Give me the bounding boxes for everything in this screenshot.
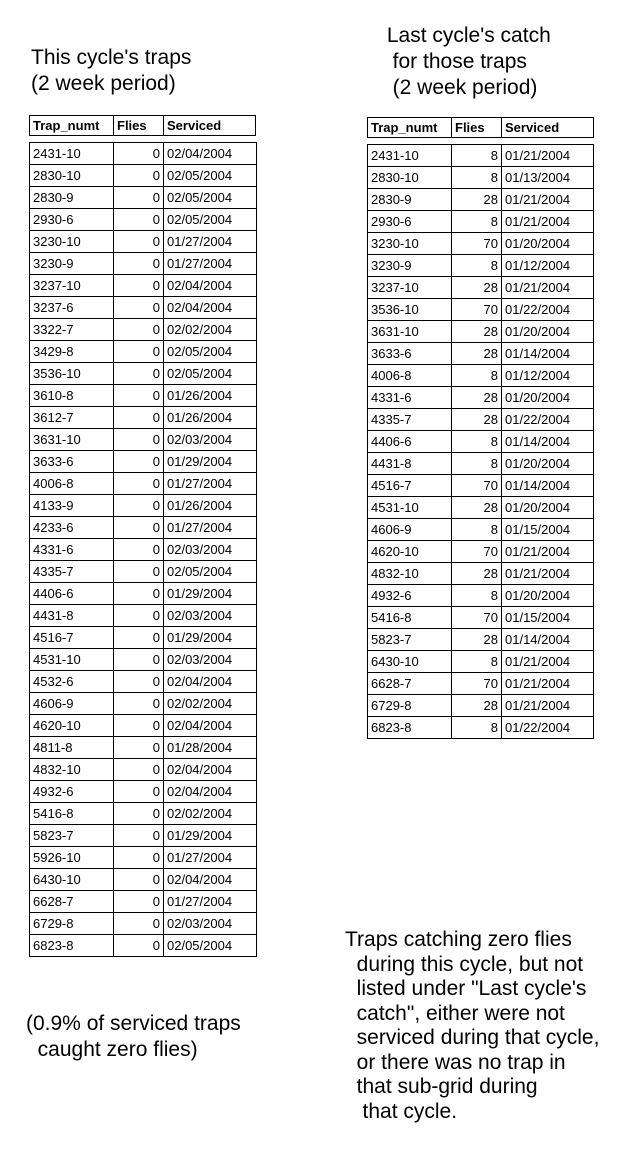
serviced-date-cell: 01/27/2004 bbox=[164, 253, 257, 275]
serviced-date-cell: 02/05/2004 bbox=[164, 209, 257, 231]
table-row bbox=[30, 275, 257, 297]
flies-cell: 0 bbox=[114, 825, 164, 847]
serviced-date-cell: 02/05/2004 bbox=[164, 187, 257, 209]
trap-number-cell: 4431-8 bbox=[368, 453, 452, 475]
serviced-date-cell: 02/03/2004 bbox=[164, 429, 257, 451]
trap-number-cell: 4832-10 bbox=[30, 759, 114, 781]
serviced-date-cell: 01/12/2004 bbox=[502, 255, 594, 277]
flies-cell: 8 bbox=[452, 211, 502, 233]
trap-number-cell: 6430-10 bbox=[368, 651, 452, 673]
serviced-date-cell: 01/21/2004 bbox=[502, 277, 594, 299]
table-row bbox=[368, 585, 594, 607]
flies-cell: 0 bbox=[114, 627, 164, 649]
table-row bbox=[30, 231, 257, 253]
flies-cell: 0 bbox=[114, 495, 164, 517]
trap-number-cell: 2431-10 bbox=[368, 145, 452, 167]
trap-number-cell: 4233-6 bbox=[30, 517, 114, 539]
table-row bbox=[30, 803, 257, 825]
serviced-date-cell: 02/03/2004 bbox=[164, 539, 257, 561]
trap-number-cell: 5416-8 bbox=[368, 607, 452, 629]
trap-number-cell: 4331-6 bbox=[368, 387, 452, 409]
serviced-date-cell: 02/04/2004 bbox=[164, 275, 257, 297]
flies-cell: 28 bbox=[452, 409, 502, 431]
flies-cell: 0 bbox=[114, 341, 164, 363]
trap-number-cell: 4133-9 bbox=[30, 495, 114, 517]
trap-number-cell: 4606-9 bbox=[30, 693, 114, 715]
serviced-date-cell: 01/14/2004 bbox=[502, 343, 594, 365]
trap-number-cell: 4516-7 bbox=[368, 475, 452, 497]
this-cycle-header bbox=[29, 115, 256, 136]
serviced-header: Serviced bbox=[502, 118, 594, 138]
table-row bbox=[30, 913, 257, 935]
table-row bbox=[368, 189, 594, 211]
trap-number-header: Trap_numt bbox=[30, 116, 114, 136]
serviced-date-cell: 02/04/2004 bbox=[164, 143, 257, 165]
trap-number-cell: 6823-8 bbox=[30, 935, 114, 957]
table-row bbox=[30, 693, 257, 715]
serviced-date-cell: 01/22/2004 bbox=[502, 409, 594, 431]
flies-cell: 0 bbox=[114, 319, 164, 341]
table-row bbox=[368, 673, 594, 695]
trap-number-cell: 2431-10 bbox=[30, 143, 114, 165]
table-row bbox=[368, 651, 594, 673]
table-row bbox=[30, 561, 257, 583]
trap-number-cell: 6729-8 bbox=[30, 913, 114, 935]
flies-cell: 0 bbox=[114, 715, 164, 737]
serviced-date-cell: 02/04/2004 bbox=[164, 759, 257, 781]
table-row bbox=[368, 255, 594, 277]
serviced-date-cell: 01/27/2004 bbox=[164, 891, 257, 913]
serviced-date-cell: 01/21/2004 bbox=[502, 673, 594, 695]
table-row bbox=[368, 563, 594, 585]
serviced-date-cell: 01/14/2004 bbox=[502, 629, 594, 651]
flies-cell: 8 bbox=[452, 585, 502, 607]
table-row bbox=[30, 891, 257, 913]
trap-number-cell: 6430-10 bbox=[30, 869, 114, 891]
flies-header: Flies bbox=[114, 116, 164, 136]
flies-cell: 0 bbox=[114, 649, 164, 671]
flies-cell: 0 bbox=[114, 231, 164, 253]
trap-number-cell: 6823-8 bbox=[368, 717, 452, 739]
flies-cell: 0 bbox=[114, 891, 164, 913]
flies-cell: 8 bbox=[452, 145, 502, 167]
serviced-date-cell: 01/21/2004 bbox=[502, 563, 594, 585]
trap-number-cell: 3631-10 bbox=[30, 429, 114, 451]
serviced-date-cell: 02/05/2004 bbox=[164, 561, 257, 583]
table-row bbox=[368, 233, 594, 255]
flies-cell: 70 bbox=[452, 299, 502, 321]
flies-cell: 0 bbox=[114, 363, 164, 385]
table-row bbox=[368, 695, 594, 717]
trap-number-cell: 4932-6 bbox=[30, 781, 114, 803]
table-row bbox=[368, 607, 594, 629]
serviced-date-cell: 01/14/2004 bbox=[502, 475, 594, 497]
trap-number-cell: 3322-7 bbox=[30, 319, 114, 341]
flies-cell: 0 bbox=[114, 451, 164, 473]
serviced-date-cell: 01/21/2004 bbox=[502, 145, 594, 167]
flies-cell: 0 bbox=[114, 803, 164, 825]
trap-number-cell: 6628-7 bbox=[30, 891, 114, 913]
serviced-date-cell: 02/03/2004 bbox=[164, 913, 257, 935]
trap-number-cell: 2830-9 bbox=[30, 187, 114, 209]
trap-number-cell: 2930-6 bbox=[30, 209, 114, 231]
trap-number-cell: 4406-6 bbox=[30, 583, 114, 605]
serviced-date-cell: 02/05/2004 bbox=[164, 935, 257, 957]
flies-cell: 28 bbox=[452, 387, 502, 409]
trap-number-cell: 2930-6 bbox=[368, 211, 452, 233]
table-row bbox=[30, 209, 257, 231]
trap-number-cell: 3230-10 bbox=[30, 231, 114, 253]
table-row bbox=[368, 321, 594, 343]
flies-cell: 0 bbox=[114, 693, 164, 715]
serviced-date-cell: 01/27/2004 bbox=[164, 847, 257, 869]
flies-cell: 28 bbox=[452, 189, 502, 211]
trap-number-cell: 2830-10 bbox=[30, 165, 114, 187]
traps-explanation-note: Traps catching zero flies during this cycle, but not listed under "Last cycle's catch", either were not serviced during that cycle, or there was no trap in that sub-grid during that cycle. bbox=[345, 928, 600, 1123]
trap-number-cell: 4606-9 bbox=[368, 519, 452, 541]
flies-cell: 8 bbox=[452, 365, 502, 387]
flies-cell: 0 bbox=[114, 737, 164, 759]
table-row bbox=[30, 363, 257, 385]
trap-number-cell: 4932-6 bbox=[368, 585, 452, 607]
this-cycle-table bbox=[29, 142, 257, 957]
flies-cell: 0 bbox=[114, 869, 164, 891]
last-cycle-header bbox=[367, 117, 594, 138]
flies-cell: 8 bbox=[452, 453, 502, 475]
serviced-date-cell: 01/28/2004 bbox=[164, 737, 257, 759]
trap-number-cell: 3633-6 bbox=[30, 451, 114, 473]
flies-cell: 28 bbox=[452, 343, 502, 365]
table-row bbox=[368, 497, 594, 519]
flies-cell: 8 bbox=[452, 255, 502, 277]
table-row bbox=[30, 253, 257, 275]
zero-flies-note: (0.9% of serviced traps caught zero flies) bbox=[26, 1012, 241, 1061]
serviced-date-cell: 01/26/2004 bbox=[164, 407, 257, 429]
trap-number-cell: 5416-8 bbox=[30, 803, 114, 825]
table-row bbox=[368, 277, 594, 299]
trap-number-cell: 4532-6 bbox=[30, 671, 114, 693]
flies-cell: 0 bbox=[114, 143, 164, 165]
serviced-header: Serviced bbox=[164, 116, 256, 136]
trap-number-cell: 4516-7 bbox=[30, 627, 114, 649]
trap-number-cell: 2830-10 bbox=[368, 167, 452, 189]
flies-cell: 28 bbox=[452, 497, 502, 519]
trap-number-cell: 3631-10 bbox=[368, 321, 452, 343]
serviced-date-cell: 02/02/2004 bbox=[164, 693, 257, 715]
table-row bbox=[368, 541, 594, 563]
flies-cell: 8 bbox=[452, 717, 502, 739]
table-row bbox=[30, 187, 257, 209]
trap-number-cell: 4531-10 bbox=[30, 649, 114, 671]
flies-cell: 0 bbox=[114, 671, 164, 693]
serviced-date-cell: 01/22/2004 bbox=[502, 717, 594, 739]
table-row bbox=[30, 671, 257, 693]
flies-cell: 28 bbox=[452, 277, 502, 299]
serviced-date-cell: 01/21/2004 bbox=[502, 211, 594, 233]
flies-cell: 0 bbox=[114, 517, 164, 539]
table-row bbox=[30, 143, 257, 165]
trap-number-cell: 2830-9 bbox=[368, 189, 452, 211]
trap-number-cell: 4006-8 bbox=[30, 473, 114, 495]
serviced-date-cell: 01/29/2004 bbox=[164, 825, 257, 847]
table-row bbox=[30, 781, 257, 803]
serviced-date-cell: 02/04/2004 bbox=[164, 671, 257, 693]
trap-number-cell: 3237-10 bbox=[368, 277, 452, 299]
trap-number-cell: 4006-8 bbox=[368, 365, 452, 387]
serviced-date-cell: 01/20/2004 bbox=[502, 453, 594, 475]
serviced-date-cell: 01/27/2004 bbox=[164, 473, 257, 495]
table-row bbox=[368, 365, 594, 387]
trap-number-cell: 4811-8 bbox=[30, 737, 114, 759]
table-row bbox=[30, 495, 257, 517]
trap-number-cell: 3237-10 bbox=[30, 275, 114, 297]
flies-cell: 70 bbox=[452, 673, 502, 695]
flies-cell: 0 bbox=[114, 253, 164, 275]
flies-cell: 0 bbox=[114, 781, 164, 803]
serviced-date-cell: 01/20/2004 bbox=[502, 497, 594, 519]
flies-cell: 0 bbox=[114, 583, 164, 605]
flies-cell: 0 bbox=[114, 605, 164, 627]
table-row bbox=[30, 649, 257, 671]
flies-cell: 70 bbox=[452, 233, 502, 255]
table-row bbox=[30, 627, 257, 649]
serviced-date-cell: 01/22/2004 bbox=[502, 299, 594, 321]
this-cycle-title: This cycle's traps (2 week period) bbox=[31, 46, 192, 95]
trap-number-cell: 3633-6 bbox=[368, 343, 452, 365]
serviced-date-cell: 02/05/2004 bbox=[164, 341, 257, 363]
table-row bbox=[368, 475, 594, 497]
flies-cell: 0 bbox=[114, 847, 164, 869]
flies-cell: 70 bbox=[452, 475, 502, 497]
table-row bbox=[368, 629, 594, 651]
serviced-date-cell: 01/20/2004 bbox=[502, 233, 594, 255]
serviced-date-cell: 02/04/2004 bbox=[164, 781, 257, 803]
trap-number-cell: 4331-6 bbox=[30, 539, 114, 561]
table-row bbox=[30, 935, 257, 957]
serviced-date-cell: 02/03/2004 bbox=[164, 605, 257, 627]
table-row bbox=[368, 343, 594, 365]
table-row bbox=[30, 451, 257, 473]
flies-header: Flies bbox=[452, 118, 502, 138]
flies-cell: 0 bbox=[114, 209, 164, 231]
flies-cell: 28 bbox=[452, 695, 502, 717]
serviced-date-cell: 01/26/2004 bbox=[164, 495, 257, 517]
serviced-date-cell: 01/13/2004 bbox=[502, 167, 594, 189]
table-row bbox=[30, 583, 257, 605]
table-row bbox=[368, 387, 594, 409]
flies-cell: 8 bbox=[452, 431, 502, 453]
serviced-date-cell: 01/21/2004 bbox=[502, 651, 594, 673]
table-row bbox=[368, 431, 594, 453]
trap-number-cell: 3612-7 bbox=[30, 407, 114, 429]
table-row bbox=[368, 717, 594, 739]
table-row bbox=[30, 869, 257, 891]
serviced-date-cell: 01/20/2004 bbox=[502, 321, 594, 343]
trap-number-header: Trap_numt bbox=[368, 118, 452, 138]
serviced-date-cell: 01/21/2004 bbox=[502, 541, 594, 563]
serviced-date-cell: 02/05/2004 bbox=[164, 363, 257, 385]
flies-cell: 28 bbox=[452, 563, 502, 585]
serviced-date-cell: 01/20/2004 bbox=[502, 585, 594, 607]
table-row bbox=[30, 429, 257, 451]
serviced-date-cell: 02/02/2004 bbox=[164, 803, 257, 825]
serviced-date-cell: 01/29/2004 bbox=[164, 451, 257, 473]
table-row bbox=[30, 517, 257, 539]
table-row bbox=[30, 473, 257, 495]
serviced-date-cell: 02/04/2004 bbox=[164, 297, 257, 319]
flies-cell: 0 bbox=[114, 297, 164, 319]
flies-cell: 0 bbox=[114, 429, 164, 451]
table-row bbox=[30, 385, 257, 407]
table-row bbox=[368, 299, 594, 321]
table-row bbox=[30, 715, 257, 737]
trap-number-cell: 4832-10 bbox=[368, 563, 452, 585]
serviced-date-cell: 02/04/2004 bbox=[164, 869, 257, 891]
trap-number-cell: 3230-9 bbox=[368, 255, 452, 277]
trap-number-cell: 5823-7 bbox=[30, 825, 114, 847]
table-row bbox=[368, 453, 594, 475]
flies-cell: 28 bbox=[452, 629, 502, 651]
flies-cell: 0 bbox=[114, 165, 164, 187]
table-row bbox=[30, 847, 257, 869]
flies-cell: 0 bbox=[114, 275, 164, 297]
table-row bbox=[368, 519, 594, 541]
flies-cell: 70 bbox=[452, 541, 502, 563]
trap-number-cell: 3237-6 bbox=[30, 297, 114, 319]
last-cycle-title: Last cycle's catch for those traps (2 week period) bbox=[386, 24, 551, 99]
serviced-date-cell: 01/26/2004 bbox=[164, 385, 257, 407]
flies-cell: 0 bbox=[114, 561, 164, 583]
table-row bbox=[30, 737, 257, 759]
serviced-date-cell: 01/12/2004 bbox=[502, 365, 594, 387]
table-row bbox=[368, 211, 594, 233]
trap-number-cell: 3429-8 bbox=[30, 341, 114, 363]
last-cycle-table bbox=[367, 144, 594, 739]
serviced-date-cell: 01/29/2004 bbox=[164, 627, 257, 649]
serviced-date-cell: 01/15/2004 bbox=[502, 519, 594, 541]
table-row bbox=[30, 319, 257, 341]
flies-cell: 0 bbox=[114, 935, 164, 957]
trap-number-cell: 5926-10 bbox=[30, 847, 114, 869]
trap-number-cell: 5823-7 bbox=[368, 629, 452, 651]
table-row bbox=[30, 825, 257, 847]
serviced-date-cell: 01/20/2004 bbox=[502, 387, 594, 409]
table-row bbox=[368, 167, 594, 189]
trap-number-cell: 4335-7 bbox=[30, 561, 114, 583]
trap-number-cell: 3610-8 bbox=[30, 385, 114, 407]
flies-cell: 8 bbox=[452, 167, 502, 189]
trap-number-cell: 4620-10 bbox=[30, 715, 114, 737]
table-row bbox=[30, 605, 257, 627]
table-row bbox=[30, 297, 257, 319]
flies-cell: 0 bbox=[114, 539, 164, 561]
flies-cell: 0 bbox=[114, 913, 164, 935]
serviced-date-cell: 01/29/2004 bbox=[164, 583, 257, 605]
trap-number-cell: 4431-8 bbox=[30, 605, 114, 627]
flies-cell: 8 bbox=[452, 519, 502, 541]
table-row bbox=[30, 341, 257, 363]
trap-number-cell: 6729-8 bbox=[368, 695, 452, 717]
trap-number-cell: 4531-10 bbox=[368, 497, 452, 519]
serviced-date-cell: 01/27/2004 bbox=[164, 231, 257, 253]
trap-number-cell: 3230-10 bbox=[368, 233, 452, 255]
table-row bbox=[368, 145, 594, 167]
flies-cell: 0 bbox=[114, 473, 164, 495]
serviced-date-cell: 02/03/2004 bbox=[164, 649, 257, 671]
serviced-date-cell: 02/04/2004 bbox=[164, 715, 257, 737]
serviced-date-cell: 01/21/2004 bbox=[502, 695, 594, 717]
serviced-date-cell: 01/21/2004 bbox=[502, 189, 594, 211]
flies-cell: 0 bbox=[114, 187, 164, 209]
flies-cell: 0 bbox=[114, 759, 164, 781]
trap-number-cell: 3536-10 bbox=[30, 363, 114, 385]
table-row bbox=[30, 407, 257, 429]
serviced-date-cell: 01/27/2004 bbox=[164, 517, 257, 539]
flies-cell: 70 bbox=[452, 607, 502, 629]
trap-number-cell: 4335-7 bbox=[368, 409, 452, 431]
trap-number-cell: 4406-6 bbox=[368, 431, 452, 453]
table-row bbox=[30, 759, 257, 781]
trap-number-cell: 6628-7 bbox=[368, 673, 452, 695]
flies-cell: 0 bbox=[114, 385, 164, 407]
table-row bbox=[30, 539, 257, 561]
trap-number-cell: 4620-10 bbox=[368, 541, 452, 563]
trap-number-cell: 3230-9 bbox=[30, 253, 114, 275]
serviced-date-cell: 02/05/2004 bbox=[164, 165, 257, 187]
flies-cell: 0 bbox=[114, 407, 164, 429]
serviced-date-cell: 01/14/2004 bbox=[502, 431, 594, 453]
serviced-date-cell: 02/02/2004 bbox=[164, 319, 257, 341]
flies-cell: 28 bbox=[452, 321, 502, 343]
table-row bbox=[368, 409, 594, 431]
flies-cell: 8 bbox=[452, 651, 502, 673]
serviced-date-cell: 01/15/2004 bbox=[502, 607, 594, 629]
trap-number-cell: 3536-10 bbox=[368, 299, 452, 321]
table-row bbox=[30, 165, 257, 187]
